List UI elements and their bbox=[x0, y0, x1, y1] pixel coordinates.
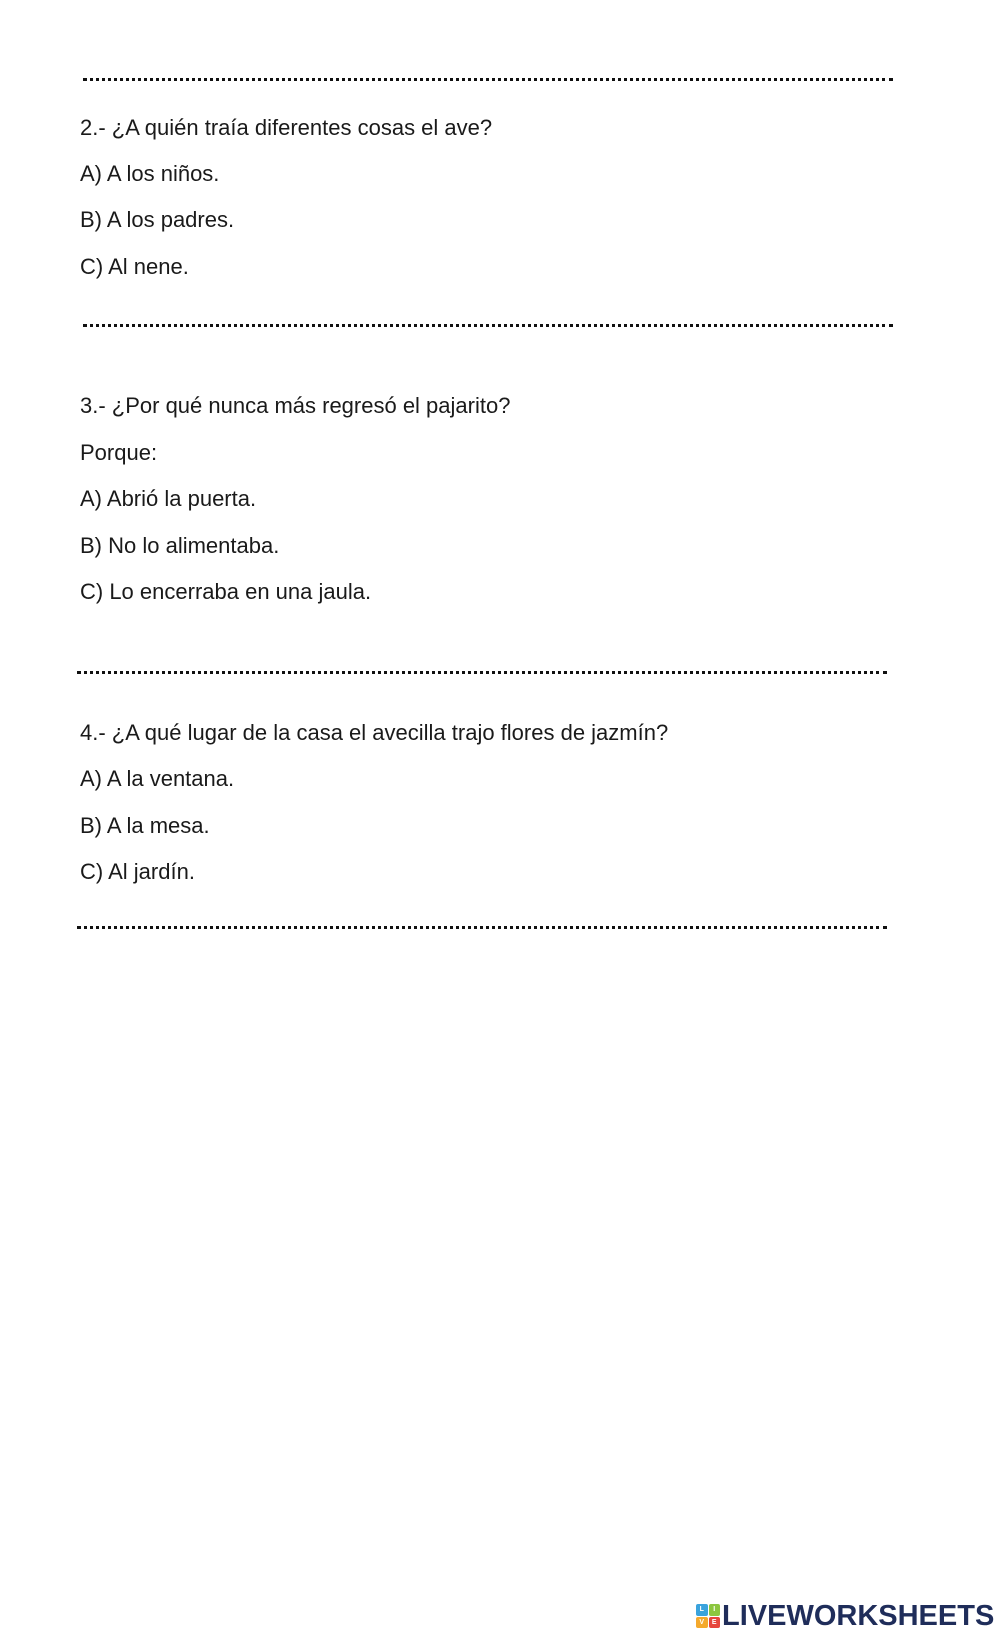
question-2-title: 2.- ¿A quién traía diferentes cosas el ave? bbox=[80, 115, 493, 140]
separator-top bbox=[83, 78, 893, 81]
brand-name: LIVEWORKSHEETS bbox=[722, 1599, 995, 1632]
question-3-intro: Porque: bbox=[80, 440, 158, 465]
question-2-option-c[interactable]: C) Al nene. bbox=[80, 254, 189, 279]
mark-square: E bbox=[709, 1617, 721, 1629]
mark-square: V bbox=[696, 1617, 708, 1629]
separator-2 bbox=[83, 324, 893, 327]
separator-bottom bbox=[77, 926, 887, 929]
liveworksheets-mark-icon bbox=[696, 1604, 720, 1628]
mark-square: I bbox=[709, 1604, 721, 1616]
mark-square: L bbox=[696, 1604, 708, 1616]
question-2-option-b[interactable]: B) A los padres. bbox=[80, 207, 235, 232]
question-3-option-a[interactable]: A) Abrió la puerta. bbox=[80, 486, 257, 511]
question-3-title: 3.- ¿Por qué nunca más regresó el pajarito? bbox=[80, 393, 511, 418]
question-4-option-a[interactable]: A) A la ventana. bbox=[80, 766, 235, 791]
separator-3 bbox=[77, 671, 887, 674]
question-3-option-c[interactable]: C) Lo encerraba en una jaula. bbox=[80, 579, 372, 604]
question-2-option-a[interactable]: A) A los niños. bbox=[80, 161, 220, 186]
question-4-title: 4.- ¿A qué lugar de la casa el avecilla trajo flores de jazmín? bbox=[80, 720, 669, 745]
question-3-option-b[interactable]: B) No lo alimentaba. bbox=[80, 533, 280, 558]
question-4-option-c[interactable]: C) Al jardín. bbox=[80, 859, 195, 884]
liveworksheets-logo[interactable] bbox=[696, 1601, 994, 1631]
question-4-option-b[interactable]: B) A la mesa. bbox=[80, 813, 210, 838]
